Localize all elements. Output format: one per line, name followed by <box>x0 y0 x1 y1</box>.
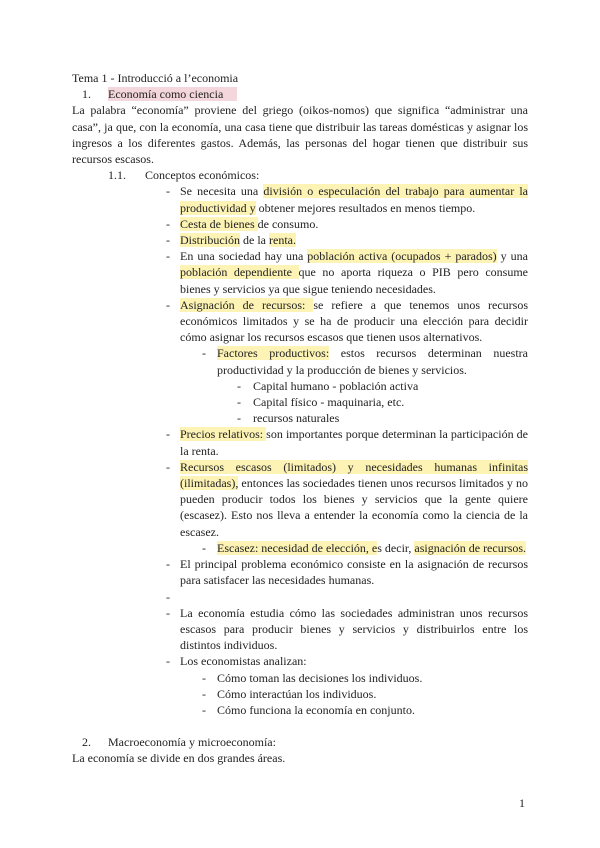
subsection-number: 1.1. <box>108 168 126 183</box>
bullet-dash: - <box>237 411 241 426</box>
list-item <box>166 297 529 346</box>
text-segment: que no aporta riqueza o PIB pero consume bienes y servicios ya que sigue teniendo necesidades. <box>180 265 528 296</box>
list-item <box>166 248 528 297</box>
text-segment: Cómo funciona la economía en conjunto. <box>217 702 415 717</box>
list-item <box>202 540 528 556</box>
text-segment: Cómo toman las decisiones los individuos. <box>217 670 423 685</box>
highlighted-text: población dependiente <box>180 265 299 280</box>
highlighted-text: división o especulación del trabajo para aumentar la productividad y <box>180 184 528 215</box>
text-segment: obtener mejores resultados en menos tiempo. <box>255 200 476 215</box>
bullet-dash: - <box>237 378 241 393</box>
list-item <box>202 345 528 377</box>
highlighted-text: Factores productivos: <box>217 346 330 361</box>
bullet-dash: - <box>202 540 206 555</box>
intro-paragraph: La palabra “economía” proviene del griego (oikos-nomos) que significa “administrar una casa”, ja que, con la economía, una casa tiene que distribuir las tareas domésticas y asignar los ingresos a los diferentes gastos. Además, las personas del hogar tienen que distribuir sus recursos escasos. <box>72 103 528 167</box>
bullet-dash: - <box>166 216 170 231</box>
highlighted-text: Escasez: necesidad de elección, e <box>217 540 378 555</box>
bullet-dash: - <box>166 654 170 669</box>
subsection-heading <box>72 167 528 183</box>
section-2-heading <box>72 734 528 750</box>
text-segment: Los economistas analizan: <box>180 654 307 669</box>
list-item <box>166 653 528 669</box>
text-segment: La economía estudia cómo las sociedades administran unos recursos escasos para producir bienes y servicios y distribuirlos entre los distintos individuos. <box>180 605 528 653</box>
list-item <box>166 589 528 605</box>
text-segment: Capital humano - población activa <box>253 378 419 393</box>
section-2-label: Macroeconomía y microeconomía: <box>108 735 276 750</box>
list-item <box>166 556 528 588</box>
bullet-dash: - <box>202 702 206 717</box>
bullet-dash: - <box>166 557 170 572</box>
list-item <box>166 216 528 232</box>
bullet-dash: - <box>202 686 206 701</box>
text-segment: estos recursos determinan nuestra productividad y la producción de bienes y servicios. <box>217 346 528 377</box>
text-segment: recursos naturales <box>253 411 340 426</box>
list-item <box>202 686 528 702</box>
bullet-dash: - <box>166 605 170 620</box>
text-segment: Cómo interactúan los individuos. <box>217 686 377 701</box>
bullet-dash: - <box>237 395 241 410</box>
list-item <box>202 670 528 686</box>
list-item <box>166 183 528 215</box>
bullet-dash: - <box>166 249 170 264</box>
text-segment: se refiere a que tenemos unos recursos económicos limitados y se ha de producir una elección para decidir cómo asignar los recursos escasos que tienen usos alternativos. <box>180 297 529 345</box>
text-segment: de consumo. <box>257 216 319 231</box>
list-item <box>166 232 528 248</box>
text-segment: En una sociedad hay una <box>180 249 308 264</box>
text-segment: Capital físico - maquinaria, etc. <box>253 395 405 410</box>
section-1-number: 1. <box>82 87 91 102</box>
list-item <box>166 426 528 458</box>
highlighted-text: asignación de recursos. <box>414 540 527 555</box>
highlighted-text: Recursos escasos (limitados) y necesidades humanas infinitas (ilimitadas), <box>180 459 528 491</box>
list-item <box>237 394 528 410</box>
document-title: Tema 1 - Introducció a l’economia <box>72 71 239 85</box>
page-number: 1 <box>519 796 525 810</box>
section-1-heading <box>72 86 528 102</box>
bullet-dash: - <box>166 297 170 312</box>
list-item <box>166 459 528 540</box>
bullet-dash: - <box>166 233 170 248</box>
list-item <box>237 410 528 426</box>
section-1-label: Economía como ciencia <box>108 87 237 101</box>
text-segment: y una <box>496 249 528 264</box>
concepts-list <box>72 183 528 718</box>
text-segment: entonces las sociedades tienen unos recursos limitados y no pueden producir todos los bienes y servicios que la gente quiere (escasez). Esto nos lleva a entender la economía como la ciencia de la escasez. <box>180 476 528 539</box>
list-item <box>202 702 528 718</box>
bullet-dash: - <box>166 427 170 442</box>
highlighted-text: población activa (ocupados + parados) <box>307 249 497 264</box>
bullet-dash: - <box>202 670 206 685</box>
list-item <box>166 605 528 654</box>
section-2-number: 2. <box>82 735 91 750</box>
highlighted-text: Precios relativos: <box>180 427 267 442</box>
list-item <box>237 378 528 394</box>
text-segment: El principal problema económico consiste en la asignación de recursos para satisfacer las necesidades humanas. <box>180 557 528 588</box>
text-segment: son importantes porque determinan la participación de la renta. <box>180 427 528 458</box>
bullet-dash: - <box>166 589 170 604</box>
highlighted-text: renta. <box>269 233 296 248</box>
highlighted-text: Cesta de bienes <box>180 216 258 231</box>
text-segment: de la <box>240 233 269 248</box>
bullet-dash: - <box>166 459 170 474</box>
document-page <box>72 70 528 767</box>
text-segment: s decir, <box>377 540 415 555</box>
highlighted-text: Asignación de recursos: <box>180 297 314 312</box>
subsection-label: Conceptos económicos: <box>145 168 260 183</box>
bullet-dash: - <box>202 346 206 361</box>
text-segment: Se necesita una <box>180 184 264 199</box>
closing-paragraph: La economía se divide en dos grandes áreas. <box>72 751 286 766</box>
bullet-dash: - <box>166 184 170 199</box>
highlighted-text: Distribución <box>180 233 240 248</box>
